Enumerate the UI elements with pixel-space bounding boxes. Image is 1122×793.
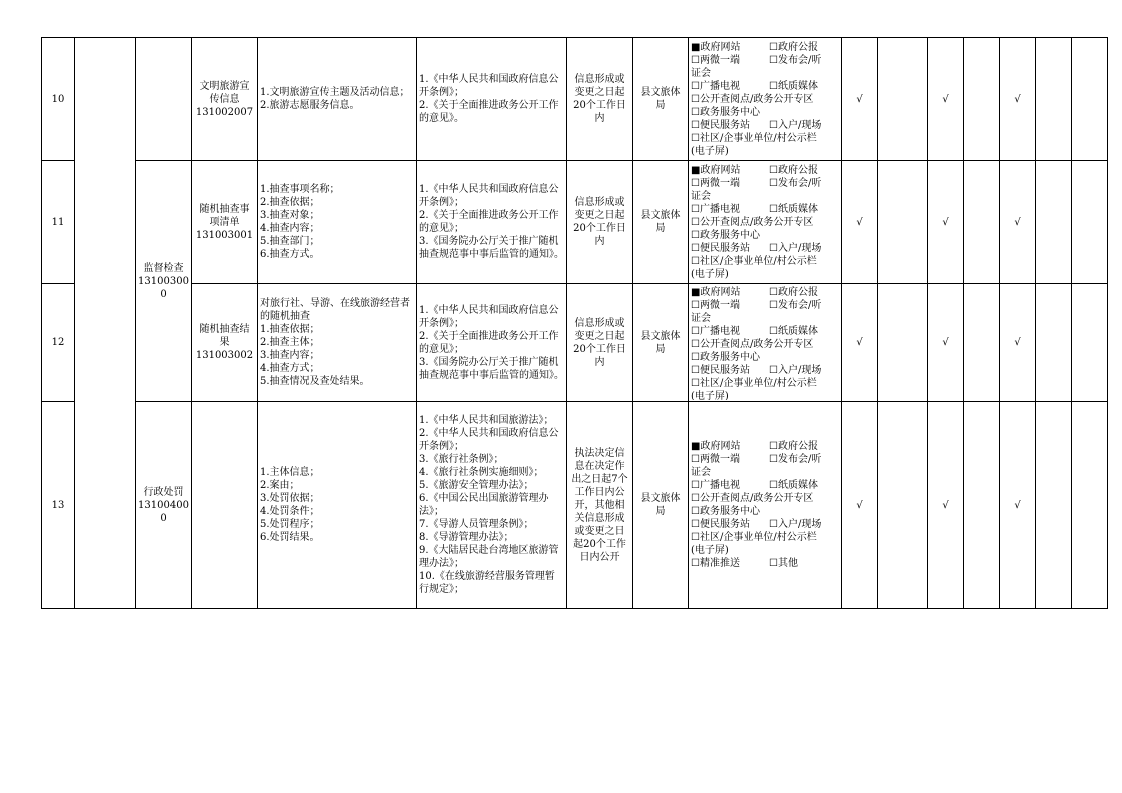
checkbox-gov-gazette: ☐政府公报: [769, 286, 818, 298]
item-content: 1.抽查事项名称； 2.抽查依据； 3.抽查对象； 4.抽查内容； 5.抽查部门； 6.抽查方式。: [258, 161, 417, 284]
checkbox-public-reading: ☐公开查阅点/政务公开专区: [691, 338, 814, 350]
row-number: 11: [42, 161, 75, 284]
empty-cell: [878, 38, 928, 161]
checkbox-gov-gazette: ☐政府公报: [769, 41, 818, 53]
disclosure-subject: 县文旅体 局: [633, 402, 689, 609]
checkbox-door-to-door: ☐入户/现场: [769, 364, 822, 376]
checkbox-service-center: ☐政务服务中心: [691, 506, 760, 517]
checkbox-precise-push: ☐精准推送: [691, 558, 740, 569]
checkbox-press-conf: ☐发布会/听: [769, 299, 822, 311]
legal-basis: 1.《中华人民共和国政府信息公开条例》； 2.《关于全面推进政务公开工作的意见》； 3.《国务院办公厅关于推广随机抽查规范事中事后监管的通知》。: [417, 284, 567, 402]
disclosure-channels: ■政府网站 ☐政府公报 ☐两微一端 ☐发布会/听 证会 ☐广播电视 ☐纸质媒体 ☐公开查阅点/政务公开专区 ☐政务服务中心 ☐便民服务站 ☐入户/现场 ☐社区/企事业单位/村公示栏 (电子屏): [689, 38, 842, 161]
item-name: 文明旅游宣 传信息 131002007: [192, 38, 258, 161]
table-row: [42, 402, 1108, 609]
disclosure-deadline: 执法决定信 息在决定作 出之日起7个 工作日内公 开，其他相 关信息形成 或变更之日 起20个工作 日内公开: [567, 402, 633, 609]
empty-cell: [1036, 284, 1072, 402]
checkbox-gov-website: ■政府网站: [691, 286, 741, 298]
checkbox-door-to-door: ☐入户/现场: [769, 119, 822, 131]
checkbox-newspaper: ☐纸质媒体: [769, 203, 818, 215]
empty-cell: [964, 161, 1000, 284]
checkbox-convenience-station: ☐便民服务站: [691, 364, 750, 376]
empty-cell: [1072, 284, 1108, 402]
empty-cell: [964, 38, 1000, 161]
item-content: 1.主体信息； 2.案由； 3.处罚依据； 4.处罚条件； 5.处罚程序； 6.处罚结果。: [258, 402, 417, 609]
checkbox-other: ☐其他: [769, 558, 798, 569]
empty-cell: [964, 284, 1000, 402]
checkbox-gov-gazette: ☐政府公报: [769, 164, 818, 176]
empty-cell: [1072, 161, 1108, 284]
checkbox-convenience-station: ☐便民服务站: [691, 519, 750, 530]
check-mark: √: [842, 38, 878, 161]
empty-cell: [1036, 161, 1072, 284]
checkbox-public-reading: ☐公开查阅点/政务公开专区: [691, 493, 814, 504]
empty-cell: [878, 402, 928, 609]
group-cell: [136, 38, 192, 161]
disclosure-subject: 县文旅体 局: [633, 284, 689, 402]
checkbox-broadcast-tv: ☐广播电视: [691, 80, 740, 92]
checkbox-press-conf: ☐发布会/听: [769, 454, 822, 465]
empty-cell: [878, 161, 928, 284]
table-row: [42, 284, 1108, 402]
disclosure-subject: 县文旅体 局: [633, 38, 689, 161]
item-name: 随机抽查结 果 131003002: [192, 284, 258, 402]
empty-cell: [1072, 38, 1108, 161]
table-row: [42, 38, 1108, 161]
check-mark: √: [928, 284, 964, 402]
checkbox-convenience-station: ☐便民服务站: [691, 119, 750, 131]
check-mark: √: [928, 161, 964, 284]
check-mark: √: [842, 402, 878, 609]
checkbox-community: ☐社区/企事业单位/村公示栏: [691, 132, 817, 144]
disclosure-channels: ■政府网站 ☐政府公报 ☐两微一端 ☐发布会/听 证会 ☐广播电视 ☐纸质媒体 ☐公开查阅点/政务公开专区 ☐政务服务中心 ☐便民服务站 ☐入户/现场 ☐社区/企事业单位/村公示栏 (电子屏): [689, 161, 842, 284]
checkbox-convenience-station: ☐便民服务站: [691, 242, 750, 254]
checkbox-public-reading: ☐公开查阅点/政务公开专区: [691, 93, 814, 105]
legal-basis: 1.《中华人民共和国政府信息公开条例》； 2.《关于全面推进政务公开工作的意见》。: [417, 38, 567, 161]
disclosure-deadline: 信息形成或 变更之日起 20个工作日 内: [567, 284, 633, 402]
row-number: 10: [42, 38, 75, 161]
empty-cell: [1072, 402, 1108, 609]
item-name: [192, 402, 258, 609]
disclosure-deadline: 信息形成或 变更之日起 20个工作日 内: [567, 38, 633, 161]
check-mark: √: [842, 284, 878, 402]
check-mark: √: [1000, 38, 1036, 161]
check-mark: √: [1000, 161, 1036, 284]
checkbox-gov-gazette: ☐政府公报: [769, 441, 818, 452]
check-mark: √: [1000, 402, 1036, 609]
check-mark: √: [928, 38, 964, 161]
group-supervision: 监督检查 131003000: [136, 161, 192, 402]
legal-basis: 1.《中华人民共和国旅游法》； 2.《中华人民共和国政府信息公开条例》； 3.《旅行社条例》； 4.《旅行社条例实施细则》； 5.《旅游安全管理办法》； 6.《中国公民出国旅游管理办法》； 7.《导游人员管理条例》； 8.《导游管理办法》； 9.《大陆居民赴台湾地区旅游管理办法》； 10.《在线旅游经营服务管理暂行规定》；: [417, 402, 567, 609]
disclosure-channels: ■政府网站 ☐政府公报 ☐两微一端 ☐发布会/听 证会 ☐广播电视 ☐纸质媒体 ☐公开查阅点/政务公开专区 ☐政务服务中心 ☐便民服务站 ☐入户/现场 ☐社区/企事业单位/村公示栏 (电子屏): [689, 284, 842, 402]
checkbox-broadcast-tv: ☐广播电视: [691, 480, 740, 491]
empty-cell: [1036, 402, 1072, 609]
checkbox-press-conf: ☐发布会/听: [769, 54, 822, 66]
checkbox-community: ☐社区/企事业单位/村公示栏: [691, 255, 817, 267]
check-mark: √: [1000, 284, 1036, 402]
checkbox-newspaper: ☐纸质媒体: [769, 80, 818, 92]
table-row: [42, 161, 1108, 284]
checkbox-two-micro: ☐两微一端: [691, 177, 740, 189]
checkbox-broadcast-tv: ☐广播电视: [691, 325, 740, 337]
checkbox-two-micro: ☐两微一端: [691, 54, 740, 66]
checkbox-service-center: ☐政务服务中心: [691, 229, 760, 241]
checkbox-community: ☐社区/企事业单位/村公示栏: [691, 377, 817, 389]
disclosure-channels: ■政府网站 ☐政府公报 ☐两微一端 ☐发布会/听 证会 ☐广播电视 ☐纸质媒体 ☐公开查阅点/政务公开专区 ☐政务服务中心 ☐便民服务站 ☐入户/现场 ☐社区/企事业单位/村公示栏 (电子屏) ☐精准推送 ☐其他: [689, 402, 842, 609]
check-mark: √: [928, 402, 964, 609]
row-number: 13: [42, 402, 75, 609]
checkbox-door-to-door: ☐入户/现场: [769, 519, 822, 530]
checkbox-door-to-door: ☐入户/现场: [769, 242, 822, 254]
checkbox-two-micro: ☐两微一端: [691, 454, 740, 465]
checkbox-gov-website: ■政府网站: [691, 164, 741, 176]
row-number: 12: [42, 284, 75, 402]
checkbox-press-conf: ☐发布会/听: [769, 177, 822, 189]
group-penalty: 行政处罚 131004000: [136, 402, 192, 609]
checkbox-gov-website: ■政府网站: [691, 441, 741, 452]
empty-cell: [878, 284, 928, 402]
checkbox-public-reading: ☐公开查阅点/政务公开专区: [691, 216, 814, 228]
disclosure-deadline: 信息形成或 变更之日起 20个工作日 内: [567, 161, 633, 284]
checkbox-service-center: ☐政务服务中心: [691, 106, 760, 118]
legal-basis: 1.《中华人民共和国政府信息公开条例》； 2.《关于全面推进政务公开工作的意见》； 3.《国务院办公厅关于推广随机抽查规范事中事后监管的通知》。: [417, 161, 567, 284]
category-cell: [75, 38, 136, 609]
empty-cell: [964, 402, 1000, 609]
checkbox-community: ☐社区/企事业单位/村公示栏: [691, 532, 817, 543]
check-mark: √: [842, 161, 878, 284]
checkbox-newspaper: ☐纸质媒体: [769, 325, 818, 337]
checkbox-gov-website: ■政府网站: [691, 41, 741, 53]
checkbox-broadcast-tv: ☐广播电视: [691, 203, 740, 215]
item-content: 1.文明旅游宣传主题及活动信息； 2.旅游志愿服务信息。: [258, 38, 417, 161]
item-name: 随机抽查事 项清单 131003001: [192, 161, 258, 284]
disclosure-subject: 县文旅体 局: [633, 161, 689, 284]
checkbox-service-center: ☐政务服务中心: [691, 351, 760, 363]
disclosure-table: [41, 37, 1108, 609]
checkbox-newspaper: ☐纸质媒体: [769, 480, 818, 491]
checkbox-two-micro: ☐两微一端: [691, 299, 740, 311]
empty-cell: [1036, 38, 1072, 161]
item-content: 对旅行社、导游、在线旅游经营者的随机抽查 1.抽查依据； 2.抽查主体； 3.抽查内容； 4.抽查方式； 5.抽查情况及查处结果。: [258, 284, 417, 402]
